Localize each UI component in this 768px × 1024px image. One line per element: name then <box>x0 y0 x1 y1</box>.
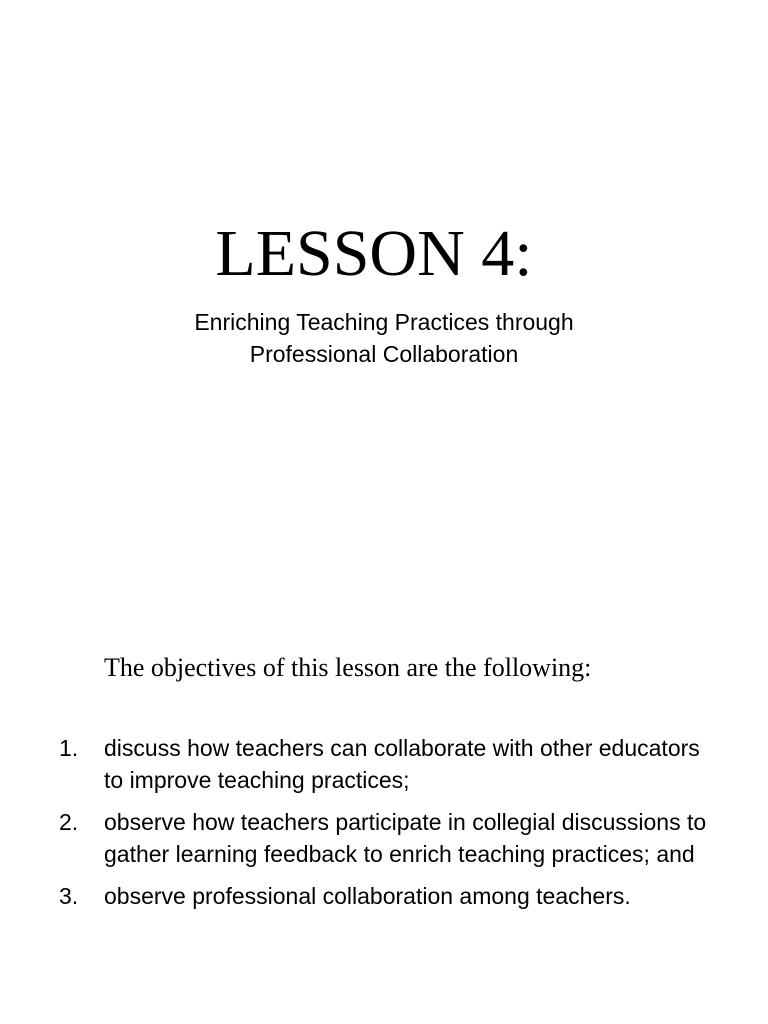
lesson-title: LESSON 4: <box>215 217 533 290</box>
objective-text: observe professional collaboration among teachers. <box>104 883 631 909</box>
lesson-subtitle <box>0 306 768 370</box>
objective-text: discuss how teachers can collaborate with other educators to improve teaching practices; <box>104 735 700 793</box>
objective-item <box>0 732 714 796</box>
objective-item <box>0 880 714 912</box>
objective-number: 1. <box>59 735 79 761</box>
subtitle-line: Enriching Teaching Practices through <box>194 309 574 335</box>
objective-number: 2. <box>59 809 79 835</box>
objectives-intro: The objectives of this lesson are the following: <box>104 653 592 682</box>
objective-number: 3. <box>59 883 79 909</box>
subtitle-line: Professional Collaboration <box>249 341 519 367</box>
objective-text: observe how teachers participate in collegial discussions to gather learning feedback to enrich teaching practices; and <box>104 809 707 867</box>
objective-item <box>0 806 714 870</box>
objectives-list <box>0 732 768 912</box>
